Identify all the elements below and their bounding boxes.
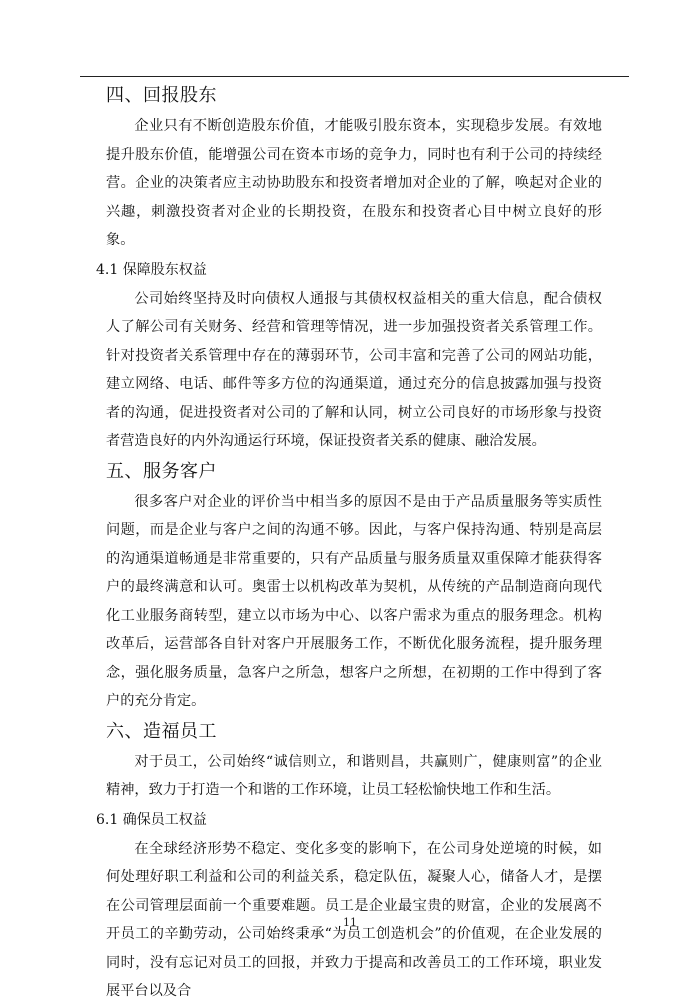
paragraph-serve-customers: 很多客户对企业的评价当中相当多的原因不是由于产品质量服务等实质性问题，而是企业与客户之间的沟通不够。因此，与客户保持沟通、特别是高层的沟通渠道畅通是非常重要的，只有产品质量与服务质量双重保障才能获得客户的最终满意和认可。奥雷士以机构改革为契机，从传统的产品制造商向现代化工业服务商转型，建立以市场为中心、以客户需求为重点的服务理念。机构改革后，运营部各自针对客户开展服务工作，不断优化服务流程，提升服务理念，强化服务质量，急客户之所急，想客户之所想，在初期的工作中得到了客户的充分肯定。	[106, 493, 602, 709]
document-body	[96, 80, 602, 1006]
subsection-heading-protect-shareholder-rights: 4.1 保障股东权益	[96, 261, 207, 278]
section-heading-serve-customers: 五、服务客户	[106, 460, 217, 482]
paragraph-shareholders-intro: 企业只有不断创造股东价值，才能吸引股东资本，实现稳步发展。有效地提升股东价值，能增强公司在资本市场的竞争力，同时也有利于公司的持续经营。企业的决策者应主动协助股东和投资者增加对企业的了解，唤起对企业的兴趣，刺激投资者对企业的长期投资，在股东和投资者心目中树立良好的形象。	[106, 118, 602, 248]
section-heading-shareholders: 四、回报股东	[106, 85, 217, 106]
paragraph-protect-shareholder-rights: 公司始终坚持及时向债权人通报与其债权权益相关的重大信息，配合债权人了解公司有关财务、经营和管理等情况，进一步加强投资者关系管理工作。针对投资者关系管理中存在的薄弱环节，公司丰富和完善了公司的网站功能，建立网络、电话、邮件等多方位的沟通渠道，通过充分的信息披露加强与投资者的沟通，促进投资者对公司的了解和认同，树立公司良好的市场形象与投资者营造良好的内外沟通运行环境，保证投资者关系的健康、融洽发展。	[106, 290, 602, 449]
header-rule	[80, 76, 629, 77]
subsection-heading-ensure-employee-rights: 6.1 确保员工权益	[96, 811, 207, 828]
paragraph-ensure-employee-rights: 在全球经济形势不稳定、变化多变的影响下，在公司身处逆境的时候，如何处理好职工利益和公司的利益关系，稳定队伍，凝聚人心，储备人才，是摆在公司管理层面前一个重要难题。员工是企业最宝贵的财富，企业的发展离不开员工的辛勤劳动，公司始终秉承“为员工创造机会”的价值观，在企业发展的同时，没有忘记对员工的回报，并致力于提高和改善员工的工作环境，职业发展平台以及合	[106, 840, 602, 999]
section-heading-benefit-employees: 六、造福员工	[106, 720, 217, 742]
paragraph-benefit-employees: 对于员工，公司始终“诚信则立，和谐则昌，共赢则广，健康则富”的企业精神，致力于打造一个和谐的工作环境，让员工轻松愉快地工作和生活。	[106, 753, 602, 798]
page-number: 11	[343, 916, 357, 929]
